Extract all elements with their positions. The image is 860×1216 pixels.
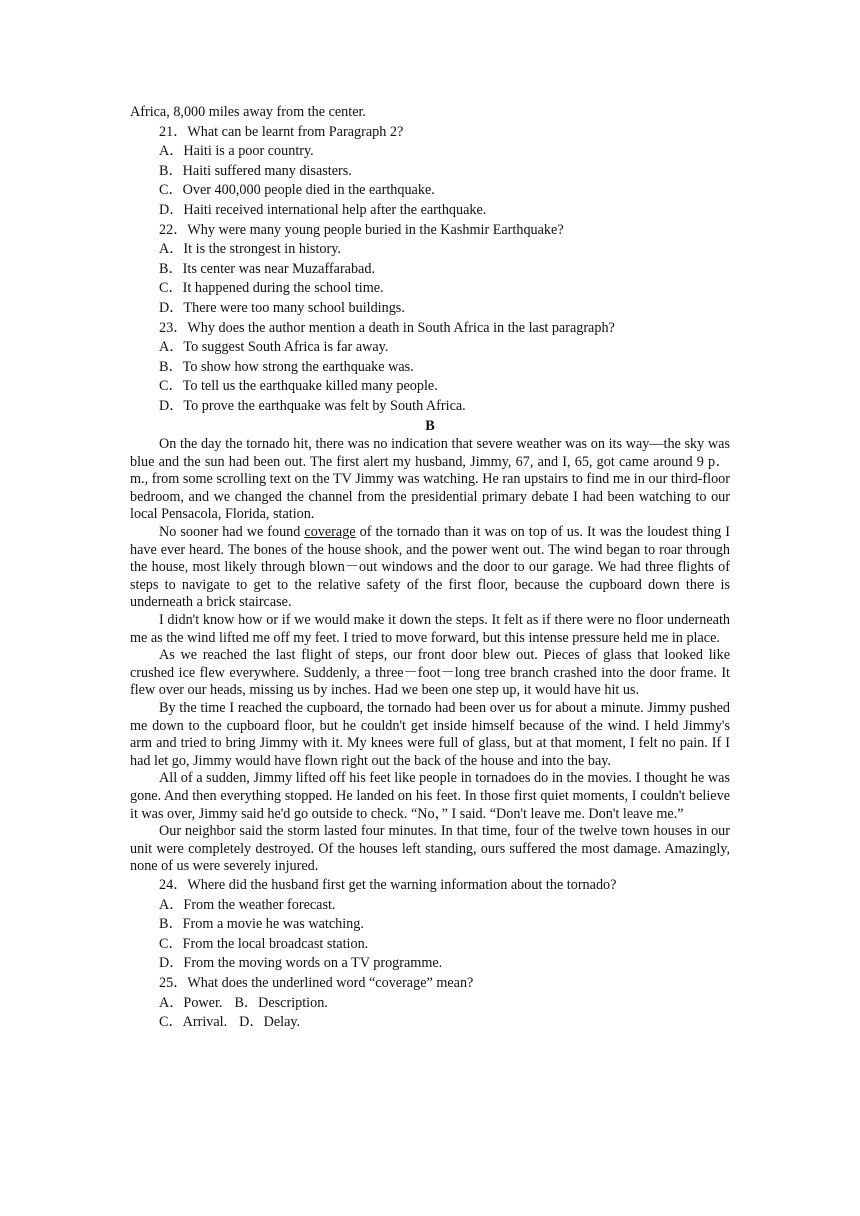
question-stem: 21．What can be learnt from Paragraph 2? [159,123,404,140]
passage-paragraph: As we reached the last flight of steps, our front door blew out. Pieces of glass that looked like crushed ice flew everywhere. Suddenly, a three－foot－long tree branch crashed into the door frame. It flew over our heads, missing us by inches. Had we been one step up, it would have hit us. [130,647,730,699]
option-b: B．Description. [234,994,328,1011]
text-segment: No sooner had we found [159,524,305,541]
option-a: A．From the weather forecast. [159,896,336,913]
passage-b [130,436,730,876]
option-c: C．It happened during the school time. [159,280,384,297]
passage-paragraph: On the day the tornado hit, there was no indication that severe weather was on its way—the sky was blue and the sun had been out. The first alert my husband, Jimmy, 67, and I, 65, got came around 9 p．m., from some scrolling text on the TV Jimmy was watching. He ran upstairs to find me in our third-floor bedroom, and we changed the channel from the presidential primary debate I had been watching to our local Pensacola, Florida, station. [130,436,730,523]
option-c: C．From the local broadcast station. [159,935,369,952]
question-25 [130,974,730,1033]
passage-paragraph: I didn't know how or if we would make it down the steps. It felt as if there were no floor underneath me as the wind lifted me off my feet. I tried to move forward, but this intense pressure held me in place. [130,612,730,646]
question-24 [130,876,730,974]
question-stem: 24．Where did the husband first get the warning information about the tornado? [159,876,617,893]
option-b: B．Its center was near Muzaffarabad. [159,260,375,277]
passage-paragraph: By the time I reached the cupboard, the tornado had been over us for about a minute. Jimmy pushed me down to the cupboard floor, but he couldn't get inside himself because of the wind. I held Jimmy's arm and tried to bring Jimmy with it. My knees were full of glass, but at that moment, I felt no pain. If I had let go, Jimmy would have flown right out the back of the house and into the bay. [130,700,730,769]
question-stem: 25．What does the underlined word “coverage” mean? [159,974,474,991]
option-c: C．Over 400,000 people died in the earthquake. [159,182,435,199]
option-b: B．From a movie he was watching. [159,916,364,933]
question-22 [130,221,730,319]
option-c: C．Arrival. [159,1014,228,1031]
question-23 [130,319,730,417]
underlined-word: coverage [304,524,356,541]
question-stem: 22．Why were many young people buried in the Kashmir Earthquake? [159,221,564,238]
option-b: B．To show how strong the earthquake was. [159,358,414,375]
passage-paragraph [130,524,730,612]
option-d: D．Haiti received international help after the earthquake. [159,201,487,218]
option-row [130,1013,730,1033]
passage-paragraph: All of a sudden, Jimmy lifted off his feet like people in tornadoes do in the movies. I thought he was gone. And then everything stopped. He landed on his feet. In those first quiet moments, I couldn't believe it was over, Jimmy said he'd go outside to check. “No，” I said. “Don't leave me. Don't leave me.” [130,770,730,822]
option-d: D．To prove the earthquake was felt by South Africa. [159,397,466,414]
option-d: D．From the moving words on a TV programme. [159,955,443,972]
passage-continuation: Africa, 8,000 miles away from the center. [130,104,366,120]
option-a: A．It is the strongest in history. [159,241,341,258]
option-a: A．Haiti is a poor country. [159,143,314,160]
option-c: C．To tell us the earthquake killed many people. [159,378,438,395]
option-b: B．Haiti suffered many disasters. [159,162,352,179]
option-a: A．To suggest South Africa is far away. [159,339,389,356]
option-d: D．Delay. [239,1014,301,1031]
passage-paragraph: Our neighbor said the storm lasted four minutes. In that time, four of the twelve town houses in our unit were completely destroyed. Of the houses left standing, ours suffered the most damage. Amazingly, none of us were severely injured. [130,823,730,875]
section-heading: B [425,417,435,434]
option-d: D．There were too many school buildings. [159,299,405,316]
option-a: A．Power. [159,994,223,1011]
document-page [130,103,730,1033]
option-row [130,994,730,1014]
text-segment: of the tornado than it was on top of us. It was the loudest thing I have ever heard. The bones of the house shook, and the power went out. The wind began to roar through the house, most likely through blown－out windows and the door to our garage. We had three flights of steps to navigate to get to the relative safety of the first floor, because the cupboard down there is underneath a brick staircase. [130,524,730,611]
question-21 [130,123,730,221]
question-stem: 23．Why does the author mention a death in South Africa in the last paragraph? [159,319,615,336]
